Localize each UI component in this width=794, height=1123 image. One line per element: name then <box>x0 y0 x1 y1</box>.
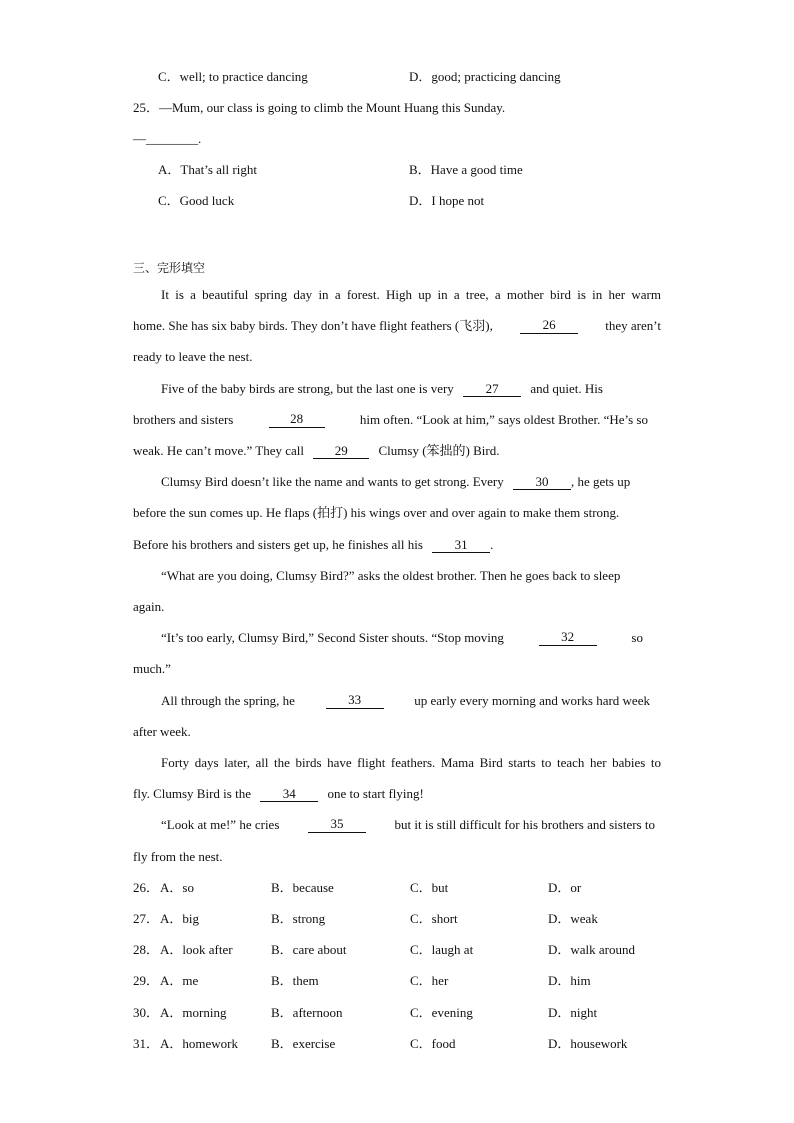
q25-stem: 25．—Mum, our class is going to climb the Mount Huang this Sunday. <box>133 100 506 115</box>
question-option-c: C．food <box>410 1036 456 1051</box>
passage-line <box>161 817 655 833</box>
passage-text: . <box>490 537 494 552</box>
blank-35[interactable]: 35 <box>308 817 366 833</box>
passage-text: one to start flying! <box>327 786 424 801</box>
blank-28[interactable]: 28 <box>269 412 325 428</box>
question-option-b: B．exercise <box>271 1036 336 1051</box>
passage-line: again. <box>133 599 165 614</box>
passage-text: “It’s too early, Clumsy Bird,” Second Sister shouts. “Stop moving <box>161 630 504 645</box>
q25-reply-blank: —________. <box>133 131 202 146</box>
question-option-b: B．afternoon <box>271 1005 343 1020</box>
question-option-d: D．or <box>548 880 582 895</box>
question-option-c: C．evening <box>410 1005 473 1020</box>
passage-line <box>161 693 650 709</box>
passage-text: weak. He can’t move.” They call <box>133 443 304 458</box>
question-number: 29． <box>133 973 160 988</box>
question-option-c: C．laugh at <box>410 942 474 957</box>
passage-text: home. She has six baby birds. They don’t have flight feathers (飞羽), <box>133 318 493 333</box>
passage-line <box>161 381 603 397</box>
blank-34[interactable]: 34 <box>260 787 318 802</box>
question-option-d: D．night <box>548 1005 598 1020</box>
passage-line <box>133 786 424 802</box>
blank-31[interactable]: 31 <box>432 538 490 553</box>
blank-30[interactable]: 30 <box>513 475 571 490</box>
question-option-a: A．look after <box>160 942 233 957</box>
passage-line <box>161 630 643 646</box>
blank-29[interactable]: 29 <box>313 444 369 459</box>
q24-option-c: C．well; to practice dancing <box>158 69 308 84</box>
passage-line <box>133 412 648 428</box>
passage-text: and quiet. His <box>530 381 603 396</box>
question-option-c: C．but <box>410 880 449 895</box>
section-heading: 三、完形填空 <box>133 261 206 275</box>
q25-option-b: B．Have a good time <box>409 162 523 177</box>
passage-line: It is a beautiful spring day in a forest. High up in a tree, a mother bird is in her warm <box>161 287 661 302</box>
passage-line: after week. <box>133 724 191 739</box>
question-option-d: D．him <box>548 973 591 988</box>
question-number: 31． <box>133 1036 160 1051</box>
question-option-a: A．so <box>160 880 194 895</box>
question-option-d: D．weak <box>548 911 598 926</box>
question-number: 28． <box>133 942 160 957</box>
passage-line: fly from the nest. <box>133 849 223 864</box>
passage-line: ready to leave the nest. <box>133 349 253 364</box>
q24-option-d: D．good; practicing dancing <box>409 69 561 84</box>
q25-option-a: A．That’s all right <box>158 162 257 177</box>
passage-text: but it is still difficult for his brothers and sisters to <box>394 817 655 832</box>
question-option-c: C．her <box>410 973 449 988</box>
question-option-d: D．walk around <box>548 942 636 957</box>
question-option-b: B．because <box>271 880 334 895</box>
passage-text: Clumsy (笨拙的) Bird. <box>378 443 500 458</box>
passage-line <box>133 537 493 553</box>
question-option-b: B．them <box>271 973 319 988</box>
question-number: 26． <box>133 880 160 895</box>
question-option-c: C．short <box>410 911 458 926</box>
passage-line: much.” <box>133 661 171 676</box>
passage-line <box>133 443 499 459</box>
passage-text: him often. “Look at him,” says oldest Brother. “He’s so <box>359 412 648 427</box>
passage-text: Before his brothers and sisters get up, he finishes all his <box>133 537 423 552</box>
blank-33[interactable]: 33 <box>326 693 384 709</box>
q25-option-d: D．I hope not <box>409 193 485 208</box>
passage-text: so <box>631 630 643 645</box>
question-option-a: A．me <box>160 973 199 988</box>
passage-text: All through the spring, he <box>161 693 295 708</box>
passage-text: brothers and sisters <box>133 412 234 427</box>
passage-line: Forty days later, all the birds have flight feathers. Mama Bird starts to teach her babies to <box>161 755 661 770</box>
passage-text: fly. Clumsy Bird is the <box>133 786 251 801</box>
q25-option-c: C．Good luck <box>158 193 235 208</box>
question-option-a: A．homework <box>160 1036 238 1051</box>
question-number: 27． <box>133 911 160 926</box>
question-option-a: A．morning <box>160 1005 227 1020</box>
passage-text: “Look at me!” he cries <box>161 817 280 832</box>
blank-26[interactable]: 26 <box>520 318 578 334</box>
passage-line: before the sun comes up. He flaps (拍打) his wings over and over again to make them strong. <box>133 505 620 520</box>
passage-text: Five of the baby birds are strong, but the last one is very <box>161 381 454 396</box>
question-option-b: B．strong <box>271 911 326 926</box>
passage-text: Clumsy Bird doesn’t like the name and wants to get strong. Every <box>161 474 504 489</box>
passage-text: they aren’t <box>605 318 661 333</box>
question-number: 30． <box>133 1005 160 1020</box>
question-option-d: D．housework <box>548 1036 628 1051</box>
passage-line <box>161 474 630 490</box>
blank-32[interactable]: 32 <box>539 630 597 646</box>
passage-line <box>133 318 661 334</box>
passage-line: “What are you doing, Clumsy Bird?” asks the oldest brother. Then he goes back to sleep <box>161 568 621 583</box>
blank-27[interactable]: 27 <box>463 382 521 397</box>
passage-text: , he gets up <box>571 474 631 489</box>
question-option-b: B．care about <box>271 942 347 957</box>
passage-text: up early every morning and works hard week <box>414 693 650 708</box>
question-option-a: A．big <box>160 911 200 926</box>
